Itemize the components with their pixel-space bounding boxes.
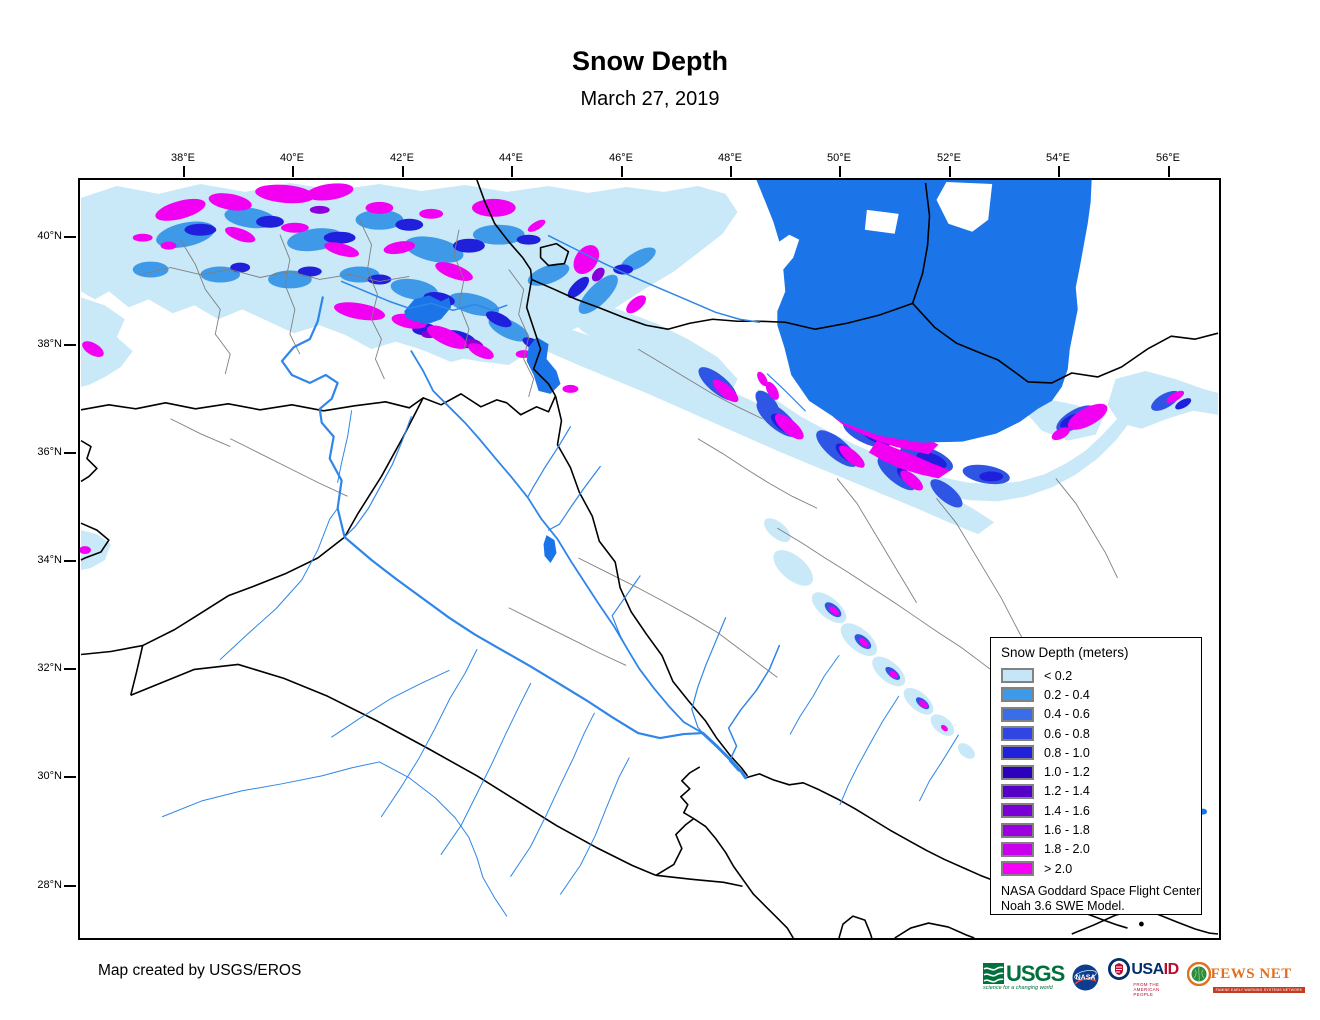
legend-row: < 0.2 [1001, 666, 1201, 685]
fewsnet-logo: FEWS NET FAMINE EARLY WARNING SYSTEMS NETWORK [1187, 962, 1306, 993]
y-tick-36n: 36°N [0, 446, 62, 458]
x-tick-42e: 42°E [372, 152, 432, 164]
gulf-island-dot [1140, 922, 1143, 925]
legend-row: 1.8 - 2.0 [1001, 840, 1201, 859]
y-tick-30n: 30°N [0, 770, 62, 782]
legend-swatch [1001, 823, 1034, 838]
legend-swatch [1001, 668, 1034, 683]
x-tick-38e: 38°E [153, 152, 213, 164]
legend-swatch [1001, 803, 1034, 818]
usaid-seal-icon [1107, 957, 1131, 981]
legend-swatch [1001, 842, 1034, 857]
x-tick-56e: 56°E [1138, 152, 1198, 164]
legend-swatch [1001, 745, 1034, 760]
y-tick-34n: 34°N [0, 554, 62, 566]
fewsnet-globe-icon [1187, 962, 1211, 986]
usgs-logo-icon: USGS science for a changing world [983, 960, 1065, 991]
usaid-logo: USAID FROM THE AMERICAN PEOPLE [1107, 957, 1178, 997]
svg-text:NASA: NASA [1075, 974, 1096, 981]
legend-row: > 2.0 [1001, 859, 1201, 878]
river-karun [729, 646, 780, 771]
x-tick-48e: 48°E [700, 152, 760, 164]
lake-tharthar [544, 535, 557, 563]
legend-row: 1.2 - 1.4 [1001, 782, 1201, 801]
y-tick-28n: 28°N [0, 879, 62, 891]
x-tick-46e: 46°E [591, 152, 651, 164]
legend-swatch [1001, 784, 1034, 799]
legend-box [990, 637, 1202, 915]
x-tick-54e: 54°E [1028, 152, 1088, 164]
page-subtitle: March 27, 2019 [580, 88, 720, 110]
y-tick-40n: 40°N [0, 230, 62, 242]
caspian-sea [756, 180, 1091, 443]
legend-row: 0.8 - 1.0 [1001, 743, 1201, 762]
legend-row: 1.4 - 1.6 [1001, 801, 1201, 820]
x-tick-40e: 40°E [262, 152, 322, 164]
legend-row: 1.0 - 1.2 [1001, 762, 1201, 781]
legend-row: 1.6 - 1.8 [1001, 820, 1201, 839]
map-credit: Map created by USGS/EROS [98, 962, 302, 979]
legend-swatch [1001, 687, 1034, 702]
x-tick-50e: 50°E [809, 152, 869, 164]
legend-row: 0.6 - 0.8 [1001, 724, 1201, 743]
x-tick-52e: 52°E [919, 152, 979, 164]
legend-swatch [1001, 726, 1034, 741]
legend-source-note: NASA Goddard Space Flight Center Noah 3.6 SWE Model. [1001, 884, 1201, 914]
river-tigris [411, 351, 702, 733]
nasa-logo-icon [1072, 964, 1099, 991]
agency-logos [983, 954, 1303, 1000]
legend-title: Snow Depth (meters) [1001, 645, 1129, 660]
y-tick-32n: 32°N [0, 662, 62, 674]
legend-swatch [1001, 707, 1034, 722]
usgs-wave-icon [983, 963, 1004, 984]
legend-row: 0.2 - 0.4 [1001, 685, 1201, 704]
y-tick-38n: 38°N [0, 338, 62, 350]
fewsnet-banner: FAMINE EARLY WARNING SYSTEMS NETWORK [1213, 987, 1306, 993]
legend-swatch [1001, 861, 1034, 876]
page-title: Snow Depth [572, 46, 728, 76]
legend-swatch [1001, 765, 1034, 780]
x-tick-44e: 44°E [481, 152, 541, 164]
legend-row: 0.4 - 0.6 [1001, 705, 1201, 724]
